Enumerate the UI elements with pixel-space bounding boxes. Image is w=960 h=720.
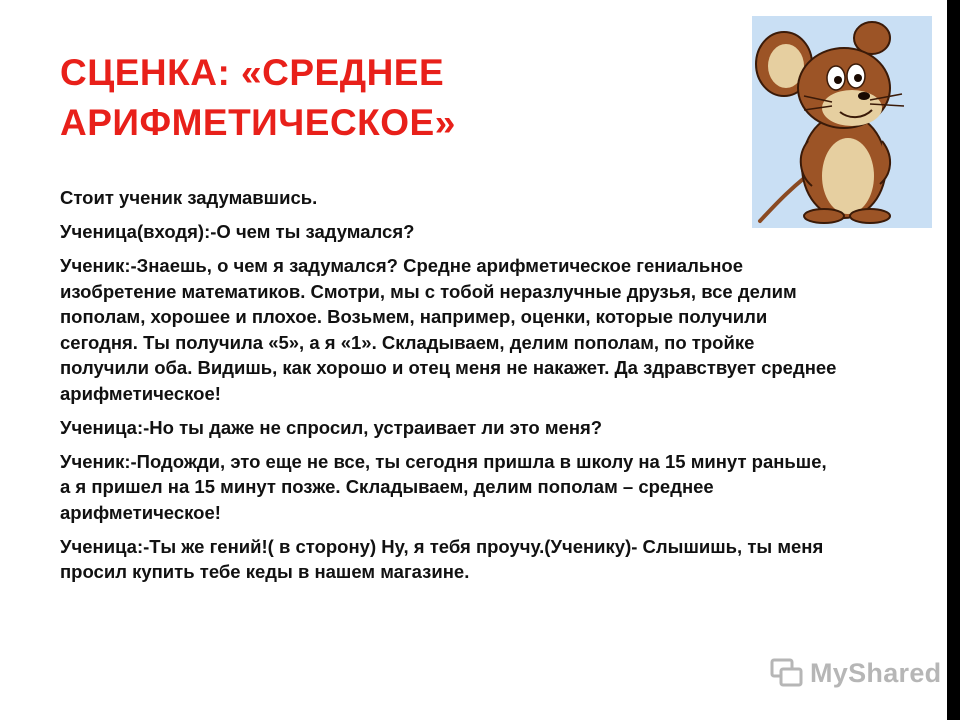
myshared-logo-icon: [770, 656, 804, 690]
slide-body: [60, 185, 840, 593]
paragraph: Ученик:-Подожди, это еще не все, ты сегодня пришла в школу на 15 минут раньше, а я пришел на 15 минут позже. Складываем, делим пополам – среднее арифметическое!: [60, 450, 827, 523]
slide-title: СЦЕНКА: «СРЕДНЕЕ АРИФМЕТИЧЕСКОЕ»: [60, 52, 456, 143]
paragraph: Ученица:-Ты же гений!( в сторону) Ну, я тебя проучу.(Ученику)- Слышишь, ты меня просил купить тебе кеды в нашем магазине.: [60, 535, 824, 582]
right-edge-bar: [947, 0, 960, 720]
paragraph: Стоит ученик задумавшись.: [60, 187, 318, 208]
paragraph: Ученица:-Но ты даже не спросил, устраивает ли это меня?: [60, 416, 603, 438]
myshared-watermark: [770, 655, 941, 691]
watermark-text: MyShared: [810, 657, 942, 688]
paragraph: Ученик:-Знаешь, о чем я задумался? Средне арифметическое гениальное изобретение математиков. Смотри, мы с тобой неразлучные друзья, все делим пополам, хорошее и плохое. Возьмем, например, оценки, которые получили сегодня. Ты получила «5», а я «1». Складываем, делим пополам, по тройке получили оба. Видишь, как хорошо и отец меня не накажет. Да здравствует среднее арифметическое!: [60, 255, 837, 404]
paragraph: Ученица(входя):-О чем ты задумался?: [60, 221, 415, 242]
